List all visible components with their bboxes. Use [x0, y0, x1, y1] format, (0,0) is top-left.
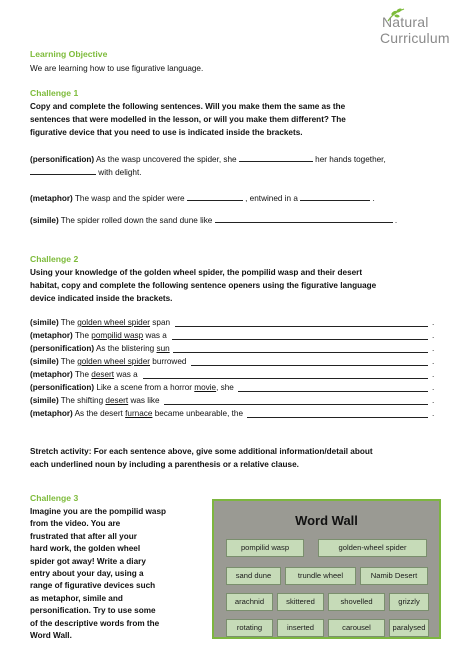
logo-line2: Curriculum — [380, 30, 450, 46]
answer-blank[interactable] — [175, 326, 428, 327]
sentence-text: As the blistering — [94, 344, 157, 353]
sentence-text: . — [370, 194, 375, 203]
challenge-3-line: as metaphor, simile and — [30, 593, 123, 603]
underlined-noun: desert — [105, 396, 129, 405]
sentence-text: was a — [143, 331, 167, 340]
learning-objective-text: We are learning how to use figurative language. — [30, 64, 204, 73]
word-tile: rotating — [226, 619, 273, 637]
answer-blank[interactable] — [172, 339, 428, 340]
answer-blank[interactable] — [247, 417, 428, 418]
end-mark: . — [432, 409, 435, 418]
word-wall — [212, 499, 441, 639]
challenge-3-line: spider got away! Write a diary — [30, 556, 146, 566]
device-tag: (metaphor) — [30, 370, 73, 379]
c1-sentence-1-cont — [30, 166, 142, 178]
device-tag: (simile) — [30, 216, 59, 225]
challenge-3-line: personification. Try to use some — [30, 606, 156, 616]
sentence-text: The — [72, 331, 92, 340]
stretch-line-1: Stretch activity: For each sentence above, give some additional information/detail about — [30, 447, 373, 456]
device-tag: (metaphor) — [30, 331, 73, 340]
sentence-text: As the wasp uncovered the spider, she — [94, 155, 239, 164]
answer-blank[interactable] — [239, 153, 313, 162]
device-tag: (personification) — [30, 344, 95, 353]
device-tag: (simile) — [30, 396, 59, 405]
underlined-noun: furnace — [125, 409, 153, 418]
sentence-text: The — [58, 318, 78, 327]
underlined-noun: golden wheel spider — [77, 357, 151, 366]
sentence-text: Like a scene from a horror — [94, 383, 195, 392]
challenge-2-heading: Challenge 2 — [30, 254, 79, 264]
challenge-2-intro-2: habitat, copy and complete the following sentence openers using the figurative language — [30, 281, 377, 290]
word-tile: paralysed — [389, 619, 429, 637]
answer-blank[interactable] — [143, 378, 428, 379]
word-wall-title: Word Wall — [295, 513, 358, 528]
sentence-text: The spider rolled down the sand dune like — [58, 216, 215, 225]
sentence-text: her hands together, — [312, 155, 386, 164]
sentence-text: The — [58, 357, 78, 366]
challenge-2-intro-1: Using your knowledge of the golden wheel spider, the pompilid wasp and their desert — [30, 268, 363, 277]
device-tag: (metaphor) — [30, 194, 73, 203]
underlined-noun: pompilid wasp — [91, 331, 144, 340]
answer-blank[interactable] — [187, 192, 243, 201]
sentence-text: , entwined in a — [242, 194, 301, 203]
sentence-text: The wasp and the spider were — [72, 194, 187, 203]
answer-blank[interactable] — [30, 166, 96, 175]
sentence-text: As the desert — [72, 409, 126, 418]
end-mark: . — [432, 344, 435, 353]
challenge-3-line: range of figurative devices such — [30, 581, 156, 591]
word-tile: shovelled — [328, 593, 385, 611]
answer-blank[interactable] — [215, 214, 393, 223]
sentence-text: The shifting — [58, 396, 106, 405]
challenge-2-intro-3: device indicated inside the brackets. — [30, 294, 173, 303]
word-tile: carousel — [328, 619, 385, 637]
device-tag: (personification) — [30, 383, 95, 392]
device-tag: (personification) — [30, 155, 95, 164]
word-tile: grizzly — [389, 593, 429, 611]
challenge-3-line: Word Wall. — [30, 631, 72, 640]
c1-sentence-2 — [30, 192, 375, 204]
underlined-noun: movie — [194, 383, 217, 392]
c1-sentence-1 — [30, 153, 386, 165]
c1-sentence-3 — [30, 214, 397, 226]
end-mark: . — [432, 396, 435, 405]
end-mark: . — [432, 370, 435, 379]
underlined-noun: desert — [91, 370, 115, 379]
sentence-text: . — [392, 216, 398, 225]
device-tag: (metaphor) — [30, 409, 73, 418]
challenge-1-heading: Challenge 1 — [30, 88, 79, 98]
stretch-line-2: each underlined noun by including a parenthesis or a relative clause. — [30, 460, 299, 469]
challenge-3-line: entry about your day, using a — [30, 569, 144, 578]
word-tile: trundle wheel — [285, 567, 356, 585]
logo — [380, 14, 450, 46]
underlined-noun: sun — [156, 344, 170, 353]
challenge-1-intro-1: Copy and complete the following sentences. Will you make them the same as the — [30, 102, 346, 111]
end-mark: . — [432, 357, 435, 366]
answer-blank[interactable] — [164, 404, 428, 405]
sentence-text: with delight. — [96, 168, 142, 177]
end-mark: . — [432, 383, 435, 392]
learning-objective-heading: Learning Objective — [30, 49, 108, 59]
sentence-text: , she — [216, 383, 234, 392]
logo-line1: Natural — [382, 14, 429, 30]
sentence-text: was a — [114, 370, 138, 379]
word-tile: arachnid — [226, 593, 273, 611]
device-tag: (simile) — [30, 318, 59, 327]
word-tile: golden-wheel spider — [318, 539, 427, 557]
device-tag: (simile) — [30, 357, 59, 366]
challenge-3-line: hard work, the golden wheel — [30, 544, 141, 554]
word-tile: sand dune — [226, 567, 281, 585]
challenge-3-heading: Challenge 3 — [30, 493, 79, 503]
end-mark: . — [432, 318, 435, 327]
challenge-3-line: of the descriptive words from the — [30, 618, 160, 628]
answer-blank[interactable] — [238, 391, 428, 392]
challenge-3-line: Imagine you are the pompilid wasp — [30, 507, 167, 516]
sentence-text: span — [150, 318, 171, 327]
underlined-noun: golden wheel spider — [77, 318, 151, 327]
answer-blank[interactable] — [191, 365, 428, 366]
sentence-text: was like — [128, 396, 160, 405]
sentence-text: burrowed — [150, 357, 187, 366]
challenge-3-line: frustrated that after all your — [30, 531, 137, 541]
sentence-text: became unbearable, the — [152, 409, 244, 418]
answer-blank[interactable] — [300, 192, 370, 201]
challenge-1-intro-2: sentences that were modelled in the lesson, or will you make them different? The — [30, 115, 346, 124]
sentence-text: The — [72, 370, 92, 379]
challenge-1-intro-3: figurative device that you need to use is indicated inside the brackets. — [30, 128, 303, 137]
answer-blank[interactable] — [173, 352, 428, 353]
word-tile: inserted — [277, 619, 324, 637]
challenge-3-line: from the video. You are — [30, 519, 121, 529]
end-mark: . — [432, 331, 435, 340]
word-tile: pompilid wasp — [226, 539, 304, 557]
word-tile: Namib Desert — [360, 567, 428, 585]
word-tile: skittered — [277, 593, 324, 611]
